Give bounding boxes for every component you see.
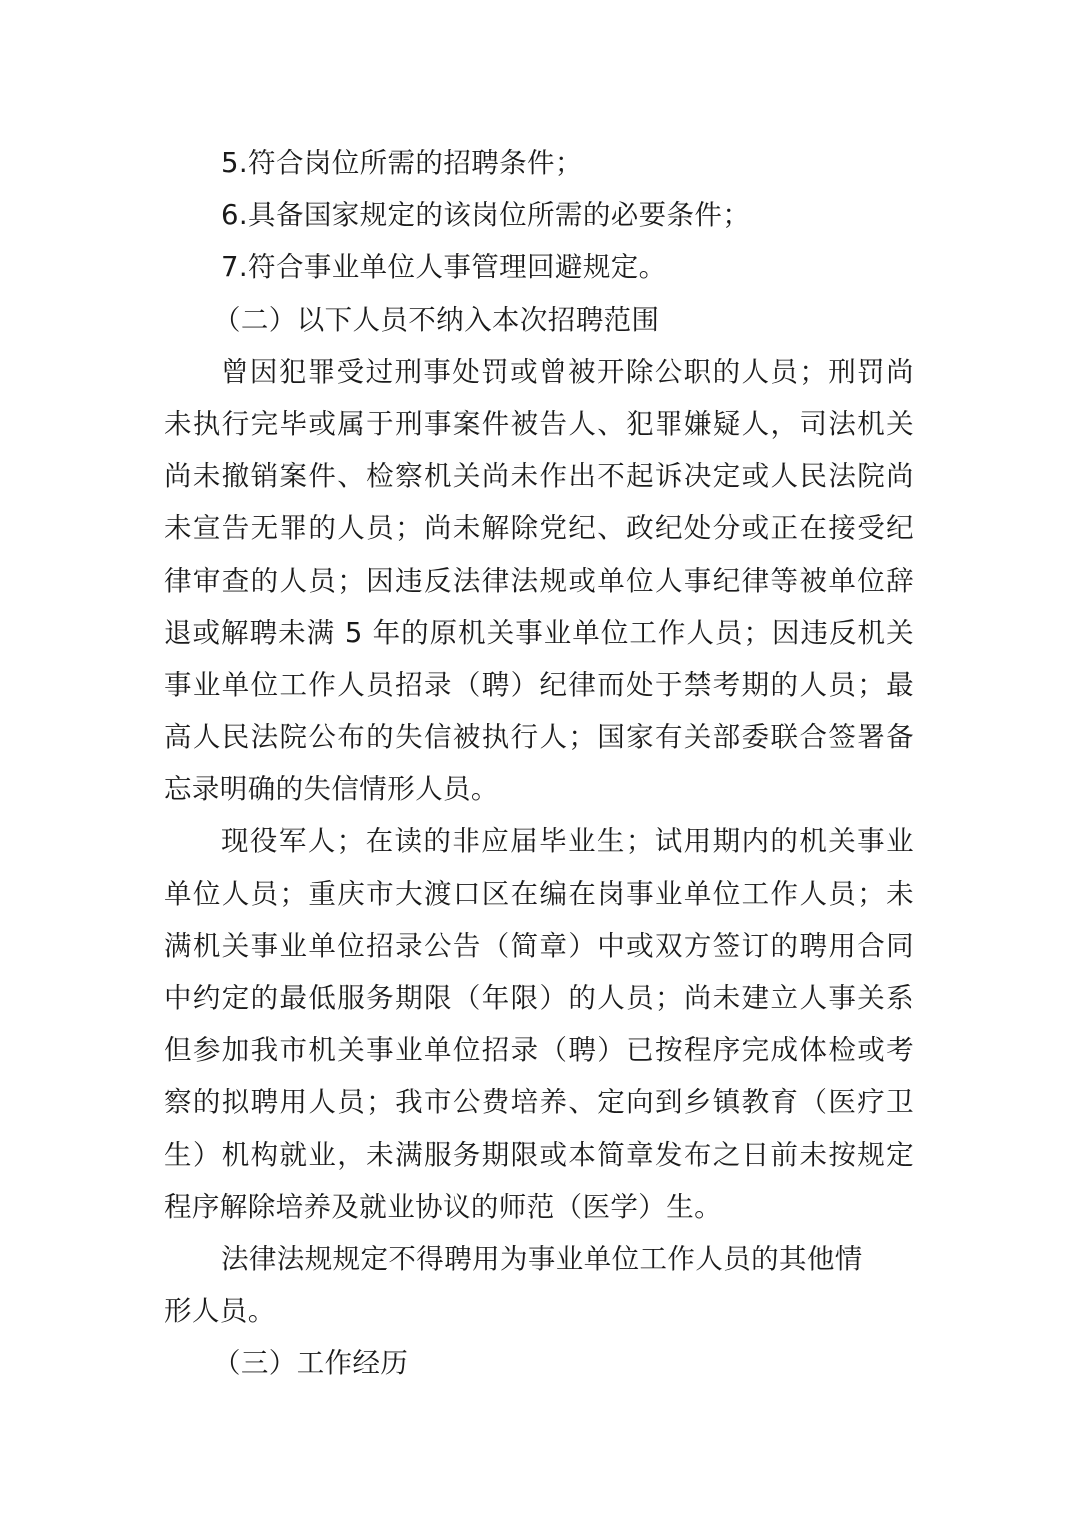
section-heading-3: （三）工作经历 bbox=[213, 1347, 409, 1380]
paragraph-line: 退或解聘未满 5 年的原机关事业单位工作人员；因违反机关 bbox=[164, 616, 914, 649]
paragraph-line: 但参加我市机关事业单位招录（聘）已按程序完成体检或考 bbox=[164, 1034, 914, 1067]
paragraph-line: 形人员。 bbox=[164, 1295, 276, 1328]
paragraph-line: 察的拟聘用人员；我市公费培养、定向到乡镇教育（医疗卫 bbox=[164, 1086, 914, 1119]
paragraph-excluded-other bbox=[164, 1233, 914, 1337]
paragraph-line: 中约定的最低服务期限（年限）的人员；尚未建立人事关系 bbox=[164, 982, 914, 1014]
paragraph-line: 律审查的人员；因违反法律法规或单位人事纪律等被单位辞 bbox=[164, 564, 914, 597]
paragraph-excluded-criminal bbox=[164, 346, 914, 816]
document-page bbox=[164, 137, 914, 1390]
paragraph-line: 未执行完毕或属于刑事案件被告人、犯罪嫌疑人，司法机关 bbox=[164, 407, 914, 440]
condition-item-7: 7.符合事业单位人事管理回避规定。 bbox=[221, 251, 667, 284]
paragraph-line: 忘录明确的失信情形人员。 bbox=[164, 773, 499, 806]
paragraph-line: 未宣告无罪的人员；尚未解除党纪、政纪处分或正在接受纪 bbox=[164, 512, 914, 545]
condition-item-6: 6.具备国家规定的该岗位所需的必要条件； bbox=[221, 199, 751, 232]
section-heading-2: （二）以下人员不纳入本次招聘范围 bbox=[213, 303, 660, 336]
paragraph-line: 曾因犯罪受过刑事处罚或曾被开除公职的人员；刑罚尚 bbox=[221, 355, 914, 388]
paragraph-line: 满机关事业单位招录公告（简章）中或双方签订的聘用合同 bbox=[164, 929, 914, 962]
paragraph-line: 程序解除培养及就业协议的师范（医学）生。 bbox=[164, 1190, 722, 1223]
paragraph-line: 尚未撤销案件、检察机关尚未作出不起诉决定或人民法院尚 bbox=[164, 460, 914, 493]
paragraph-line: 高人民法院公布的失信被执行人；国家有关部委联合签署备 bbox=[164, 721, 914, 754]
paragraph-line: 生）机构就业，未满服务期限或本简章发布之日前未按规定 bbox=[164, 1138, 914, 1171]
condition-item-5: 5.符合岗位所需的招聘条件； bbox=[221, 147, 583, 179]
paragraph-line: 事业单位工作人员招录（聘）纪律而处于禁考期的人员；最 bbox=[164, 668, 914, 701]
paragraph-line: 现役军人；在读的非应届毕业生；试用期内的机关事业 bbox=[221, 825, 914, 858]
paragraph-excluded-military bbox=[164, 815, 914, 1233]
paragraph-line: 单位人员；重庆市大渡口区在编在岗事业单位工作人员；未 bbox=[164, 877, 914, 910]
paragraph-line: 法律法规规定不得聘用为事业单位工作人员的其他情 bbox=[221, 1242, 863, 1275]
